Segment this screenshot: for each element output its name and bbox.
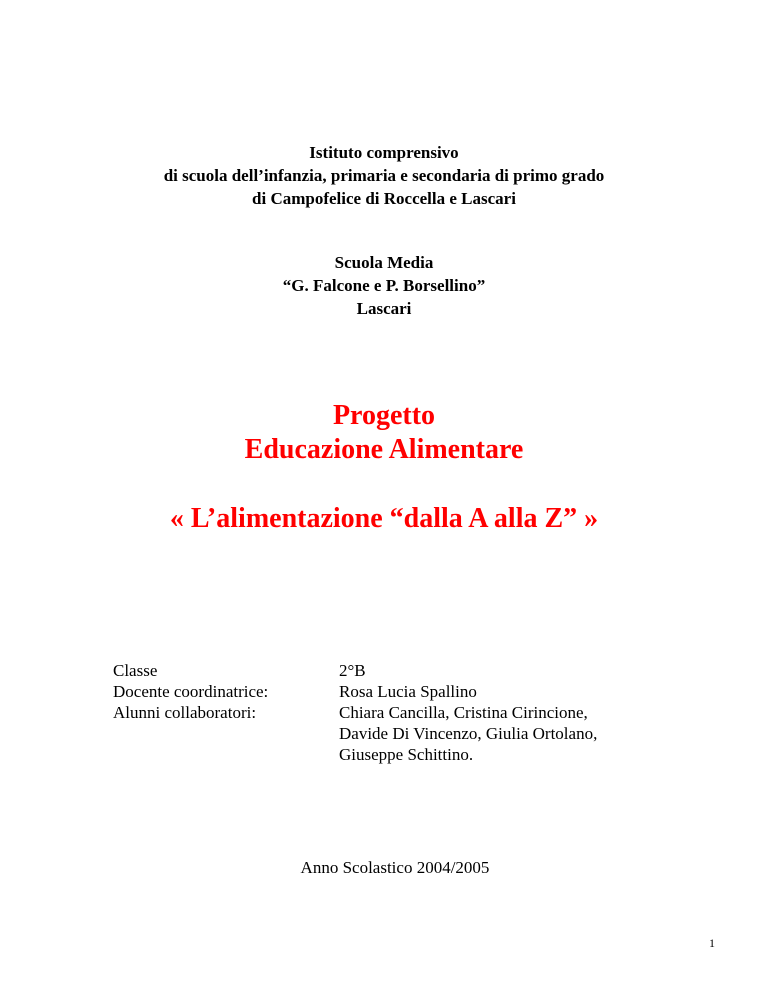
teacher-row xyxy=(113,681,659,702)
class-label: Classe xyxy=(113,661,158,680)
students-line-3: Giuseppe Schittino. xyxy=(339,745,474,764)
school-year: Anno Scolastico 2004/2005 xyxy=(300,858,490,877)
project-title-line-2: Educazione Alimentare xyxy=(244,434,524,465)
school-name: “G. Falcone e P. Borsellino” xyxy=(282,276,486,295)
students-label: Alunni collaboratori: xyxy=(113,703,257,722)
project-title-line-1: Progetto xyxy=(332,400,436,431)
class-value: 2°B xyxy=(339,661,366,680)
students-value xyxy=(339,702,659,765)
institute-header xyxy=(0,141,768,210)
project-title xyxy=(0,399,768,467)
project-subtitle: « L’alimentazione “dalla A alla Z” » xyxy=(169,503,599,534)
class-row xyxy=(113,660,659,681)
institute-line-3: di Campofelice di Roccella e Lascari xyxy=(252,189,516,208)
school-location: Lascari xyxy=(356,299,412,318)
students-row xyxy=(113,702,659,765)
students-line-1: Chiara Cancilla, Cristina Cirincione, xyxy=(339,703,588,722)
project-details xyxy=(113,660,659,765)
institute-line-1: Istituto comprensivo xyxy=(309,143,459,162)
page-number: 1 xyxy=(709,936,715,950)
institute-line-2: di scuola dell’infanzia, primaria e secondaria di primo grado xyxy=(163,166,605,185)
teacher-value: Rosa Lucia Spallino xyxy=(339,682,477,701)
students-line-2: Davide Di Vincenzo, Giulia Ortolano, xyxy=(339,724,598,743)
school-type: Scuola Media xyxy=(334,253,434,272)
school-header xyxy=(0,251,768,320)
teacher-label: Docente coordinatrice: xyxy=(113,682,269,701)
